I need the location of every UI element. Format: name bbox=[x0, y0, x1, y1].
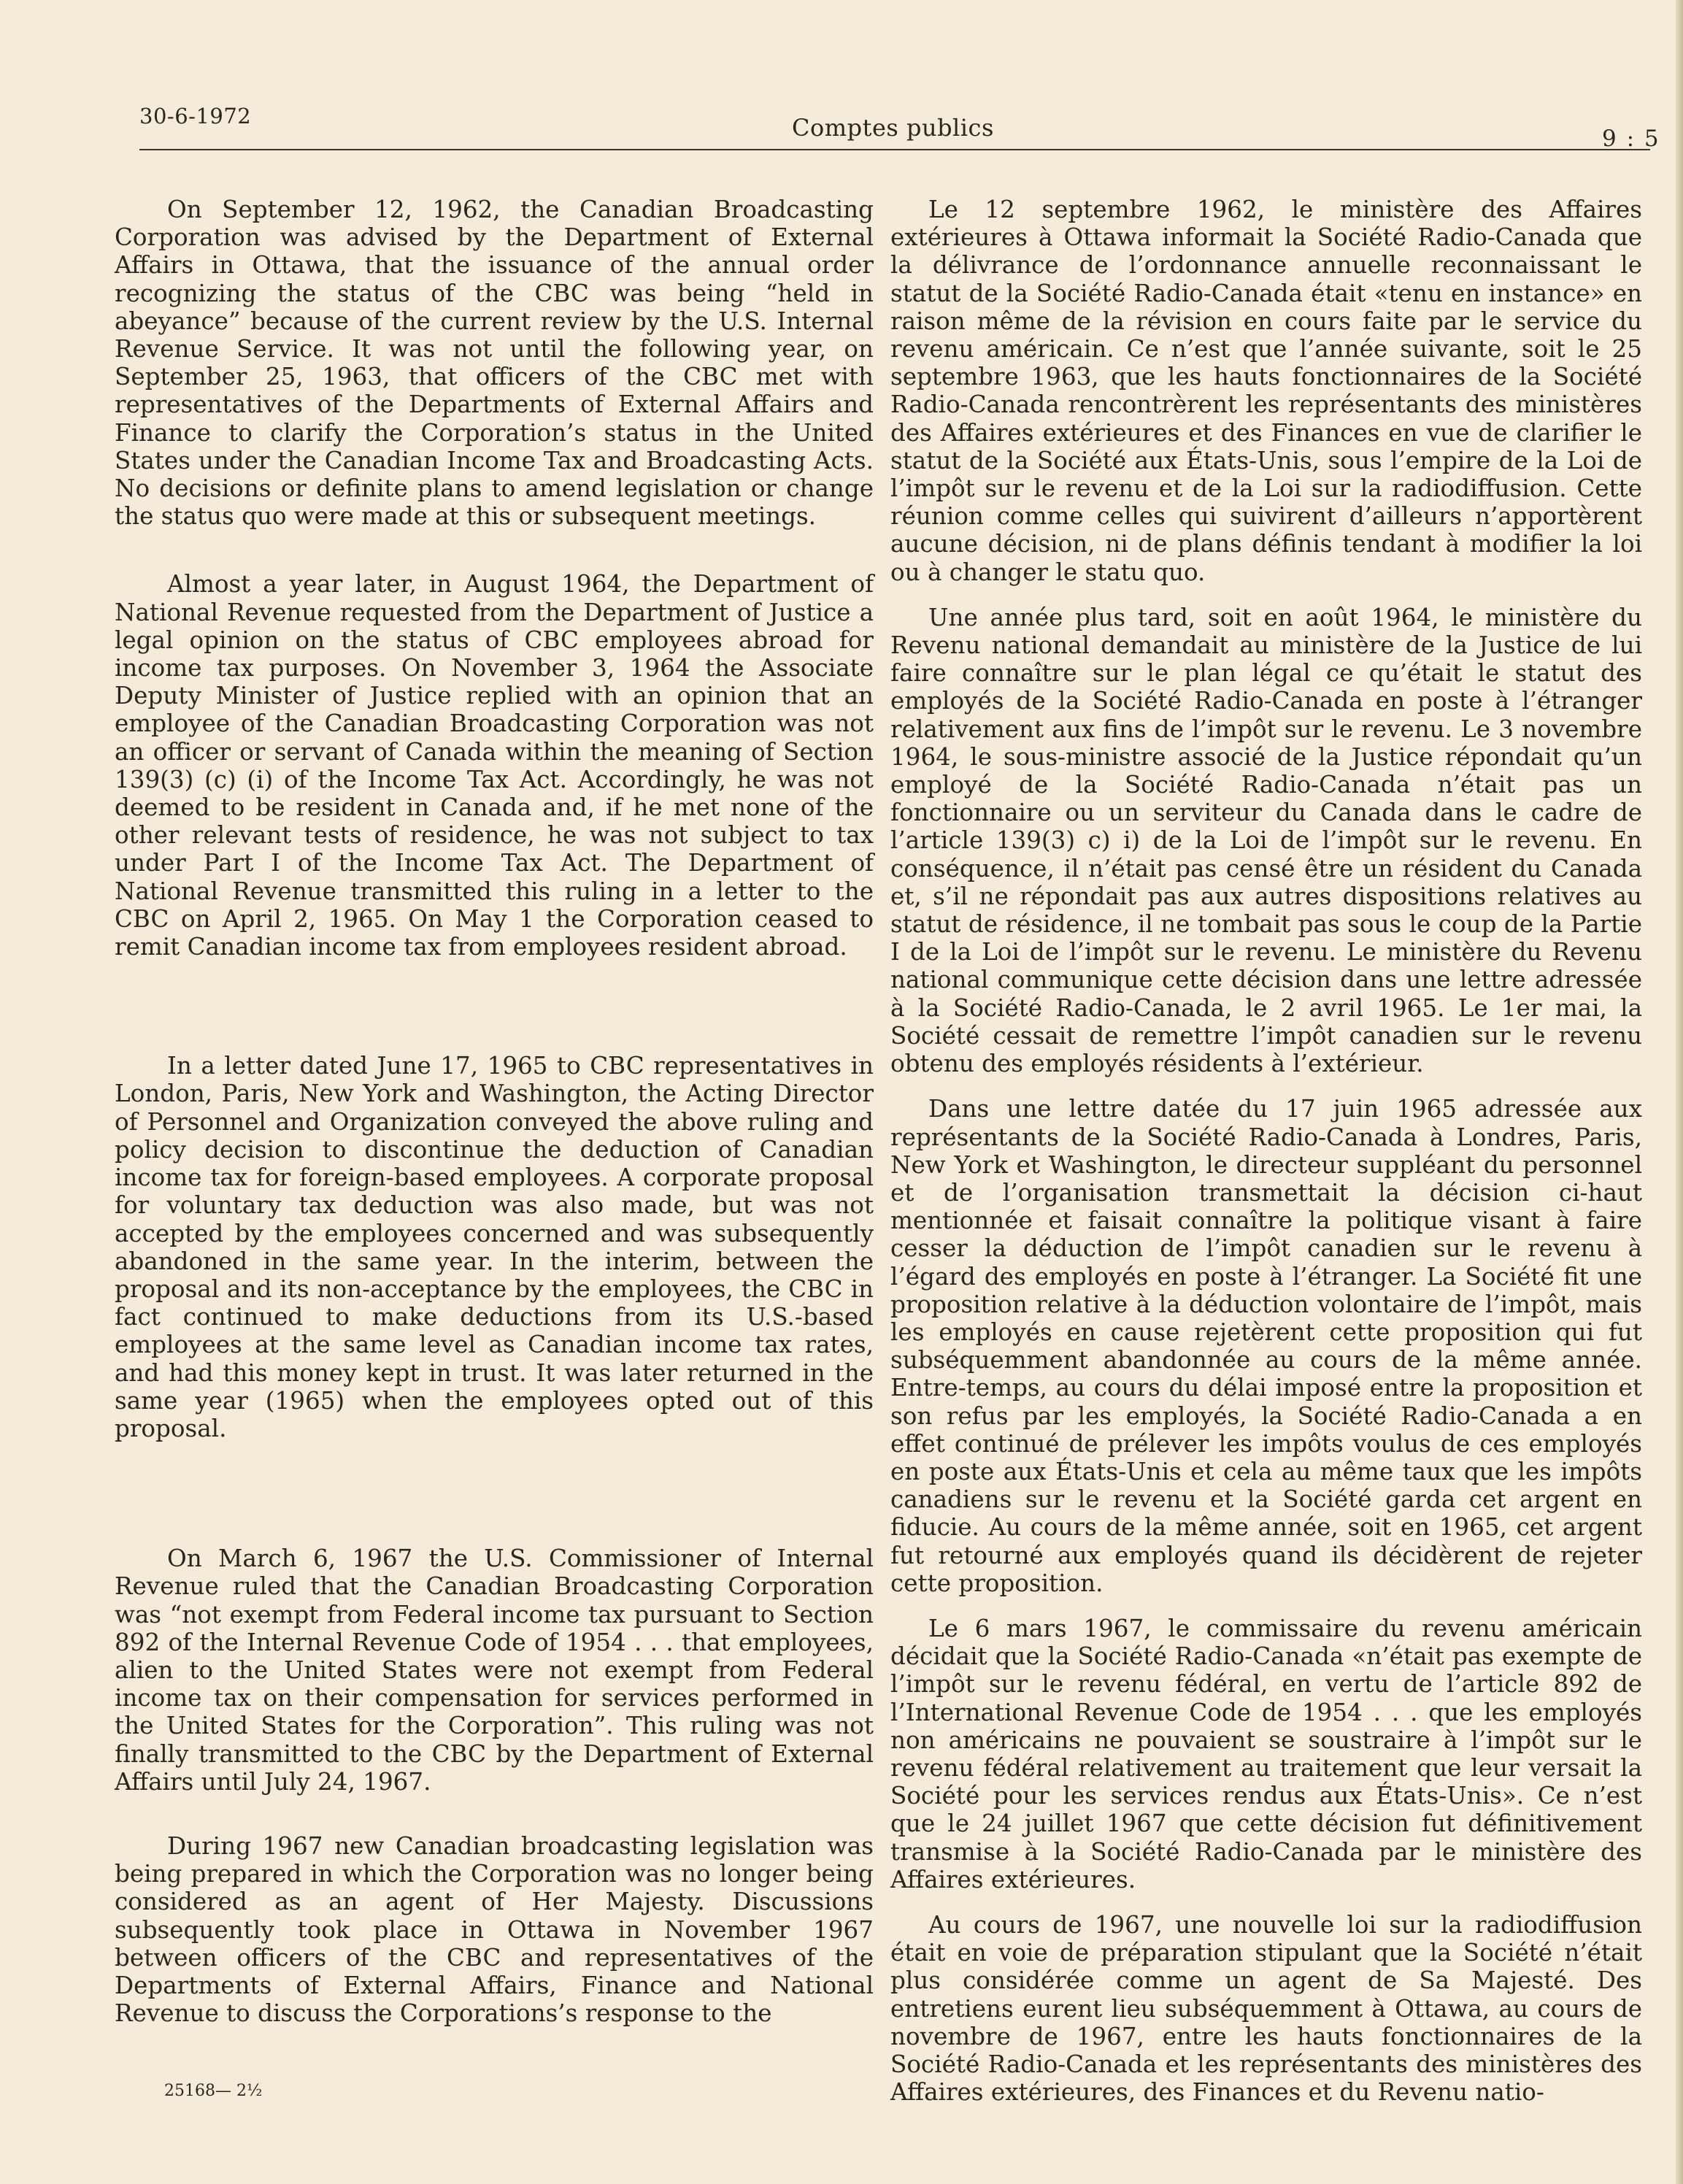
page-edge-shadow bbox=[1676, 0, 1683, 2184]
french-paragraph: Une année plus tard, soit en août 1964, le ministère du Revenu national demandait au ministère de la Justice de lui faire connaître sur le plan légal ce qu’était le statut des employés de la Société Radio-Canada en poste à l’étranger relativement aux fins de l’impôt sur le revenu. Le 3 novembre 1964, le sous-ministre associé de la Justice répondait qu’un employé de la Société Radio-Canada n’était pas un fonctionnaire ou un serviteur du Canada dans le cadre de l’article 139(3) c) i) de la Loi de l’impôt sur le revenu. En conséquence, il n’était pas censé être un résident du Canada et, s’il ne répondait pas aux autres dispositions relatives au statut de résidence, il ne tombait pas sous le coup de la Partie I de la Loi de l’impôt sur le revenu. Le ministère du Revenu national communique cette décision dans une lettre adressée à la Société Radio-Canada, le 2 avril 1965. Le 1er mai, la Société cessait de remettre l’impôt canadien sur le revenu obtenu des employés résidents à l’extérieur. bbox=[890, 603, 1642, 1078]
french-paragraph: Le 12 septembre 1962, le ministère des Affaires extérieures à Ottawa informait la Société Radio-Canada que la délivrance de l’ordonnance annuelle reconnaissant le statut de la Société Radio-Canada était «tenu en instance» en raison même de la révision en cours faite par le service du revenu américain. Ce n’est que l’année suivante, soit le 25 septembre 1963, que les hauts fonctionnaires de la Société Radio-Canada rencontrèrent les représentants des ministères des Affaires extérieures et des Finances en vue de clarifier le statut de la Société aux États-Unis, sous l’empire de la Loi de l’impôt sur le revenu et de la Loi sur la radiodiffusion. Cette réunion comme celles qui suivirent d’ailleurs n’apportèrent aucune décision, ni de plans définis tendant à modifier la loi ou à changer le statu quo. bbox=[890, 196, 1642, 586]
french-paragraph: Dans une lettre datée du 17 juin 1965 adressée aux représentants de la Société Radio-Canada à Londres, Paris, New York et Washington, le directeur suppléant du personnel et de l’organisation transmettait la décision ci-haut mentionnée et faisait connaître la politique visant à faire cesser la déduction de l’impôt canadien sur le revenu à l’égard des employés en poste à l’étranger. La Société fit une proposition relative à la déduction volontaire de l’impôt, mais les employés en cause rejetèrent cette proposition qui fut subséquemment abandonnée au cours de la même année. Entre-temps, au cours du délai imposé entre la proposition et son refus par les employés, la Société Radio-Canada a en effet continué de prélever les impôts voulus de ces employés en poste aux États-Unis et cela au même taux que les impôts canadiens sur le revenu et la Société garda cet argent en fiducie. Au cours de la même année, soit en 1965, cet argent fut retourné aux employés quand ils décidèrent de rejeter cette proposition. bbox=[890, 1095, 1642, 1597]
header-date: 30-6-1972 bbox=[139, 104, 252, 128]
header-rule bbox=[139, 149, 1650, 150]
header-page-number: 9 : 5 bbox=[1602, 126, 1660, 152]
french-paragraph: Au cours de 1967, une nouvelle loi sur la radiodiffusion était en voie de préparation stipulant que la Société n’était plus considérée comme un agent de Sa Majesté. Des entretiens eurent lieu subséquemment à Ottawa, au cours de novembre de 1967, entre les hauts fonctionnaires de la Société Radio-Canada et les représentants des ministères des Affaires extérieures, des Finances et du Revenu natio- bbox=[890, 1910, 1642, 2107]
english-paragraph: On September 12, 1962, the Canadian Broadcasting Corporation was advised by the Department of External Affairs in Ottawa, that the issuance of the annual order recognizing the status of the CBC was being “held in abeyance” because of the current review by the U.S. Internal Revenue Service. It was not until the following year, on September 25, 1963, that officers of the CBC met with representatives of the Departments of External Affairs and Finance to clarify the Corporation’s status in the United States under the Canadian Income Tax and Broadcasting Acts. No decisions or definite plans to amend legislation or change the status quo were made at this or subsequent meetings. bbox=[115, 196, 874, 531]
french-column bbox=[890, 196, 1642, 2106]
english-paragraph: On March 6, 1967 the U.S. Commissioner of Internal Revenue ruled that the Canadian Broadcasting Corporation was “not exempt from Federal income tax pursuant to Section 892 of the Internal Revenue Code of 1954 . . . that employees, alien to the United States were not exempt from Federal income tax on their compensation for services performed in the United States for the Corporation”. This ruling was not finally transmitted to the CBC by the Department of External Affairs until July 24, 1967. bbox=[115, 1545, 874, 1796]
french-paragraph: Le 6 mars 1967, le commissaire du revenu américain décidait que la Société Radio-Canada «n’était pas exempte de l’impôt sur le revenu fédéral, en vertu de l’article 892 de l’International Revenue Code de 1954 . . . que les employés non américains ne pouvaient se soustraire à l’impôt sur le revenu fédéral relativement au traitement que leur versait la Société pour les services rendus aux États-Unis». Ce n’est que le 24 juillet 1967 que cette décision fut définitivement transmise à la Société Radio-Canada par le ministère des Affaires extérieures. bbox=[890, 1614, 1642, 1893]
english-column bbox=[115, 196, 874, 2027]
english-paragraph: During 1967 new Canadian broadcasting legislation was being prepared in which the Corporation was no longer being considered as an agent of Her Majesty. Discussions subsequently took place in Ottawa in November 1967 between officers of the CBC and representatives of the Departments of External Affairs, Finance and National Revenue to discuss the Corporations’s response to the bbox=[115, 1831, 874, 2028]
english-paragraph: Almost a year later, in August 1964, the Department of National Revenue requested from the Department of Justice a legal opinion on the status of CBC employees abroad for income tax purposes. On November 3, 1964 the Associate Deputy Minister of Justice replied with an opinion that an employee of the Canadian Broadcasting Corporation was not an officer or servant of Canada within the meaning of Section 139(3) (c) (i) of the Income Tax Act. Accordingly, he was not deemed to be resident in Canada and, if he met none of the other relevant tests of residence, he was not subject to tax under Part I of the Income Tax Act. The Department of National Revenue transmitted this ruling in a letter to the CBC on April 2, 1965. On May 1 the Corporation ceased to remit Canadian income tax from employees resident abroad. bbox=[115, 570, 874, 961]
footer-code: 25168— 2½ bbox=[164, 2082, 263, 2100]
english-paragraph: In a letter dated June 17, 1965 to CBC representatives in London, Paris, New York and Washington, the Acting Director of Personnel and Organization conveyed the above ruling and policy decision to discontinue the deduction of Canadian income tax for foreign-based employees. A corporate proposal for voluntary tax deduction was also made, but was not accepted by the employees concerned and was subsequently abandoned in the same year. In the interim, between the proposal and its non-acceptance by the employees, the CBC in fact continued to make deductions from its U.S.-based employees at the same level as Canadian income tax rates, and had this money kept in trust. It was later returned in the same year (1965) when the employees opted out of this proposal. bbox=[115, 1052, 874, 1442]
header-title: Comptes publics bbox=[792, 114, 994, 142]
